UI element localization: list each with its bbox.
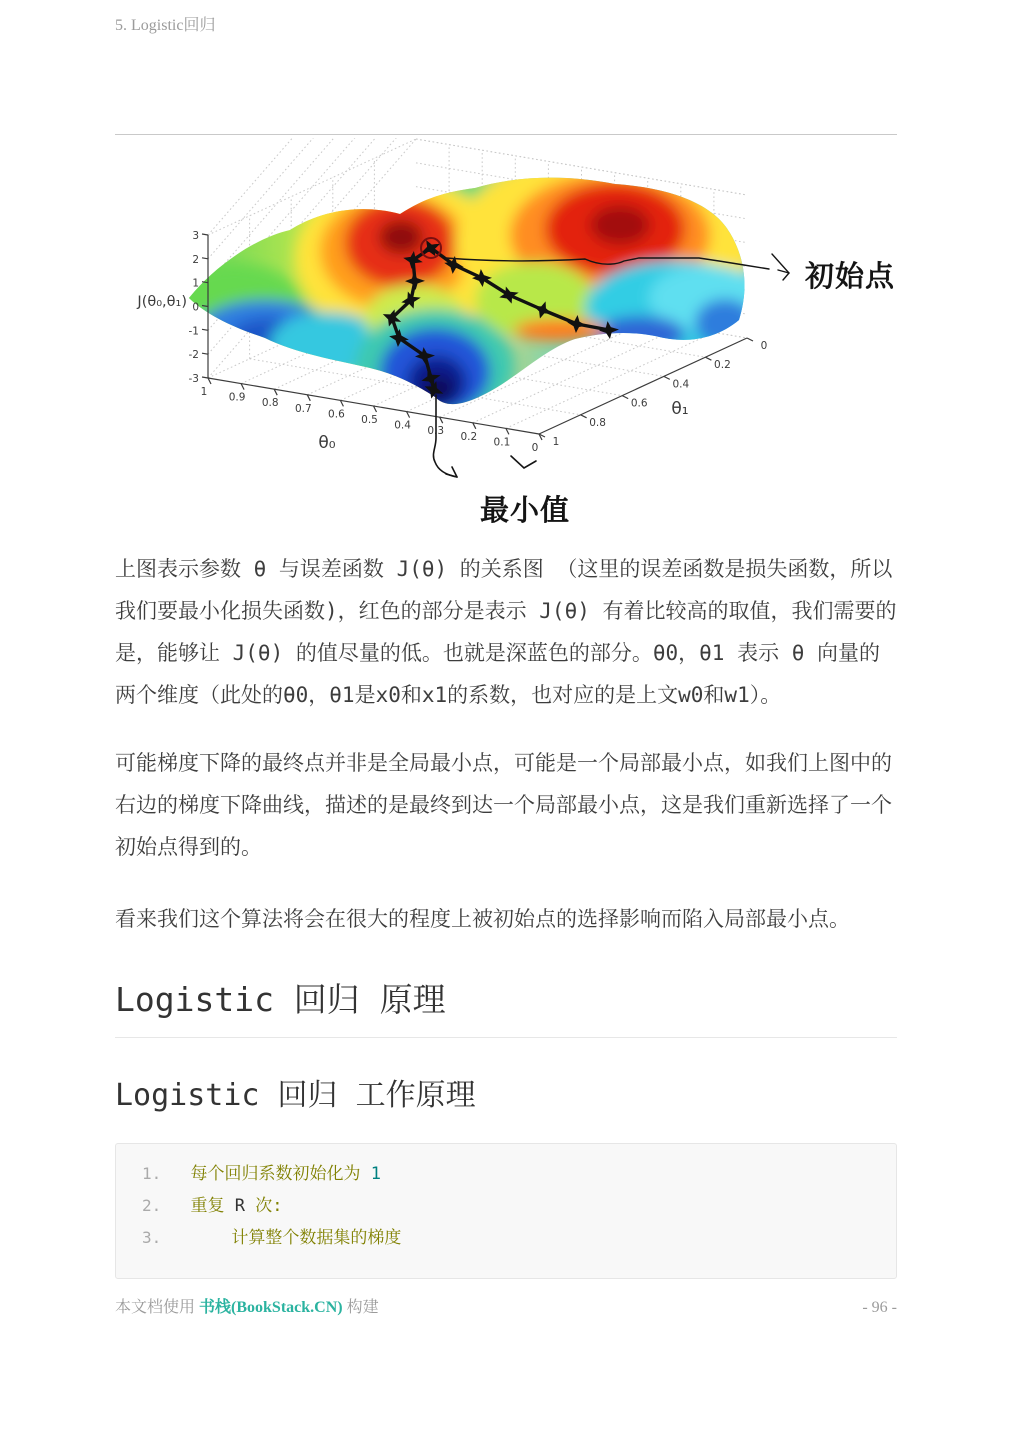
tick-label: 0.4 — [672, 378, 690, 391]
tick-label: 0.1 — [493, 436, 511, 449]
tick-label: 0.6 — [328, 408, 345, 421]
footer-build-note — [115, 1294, 379, 1317]
annotation-minimum: 最小值 — [480, 493, 571, 527]
tick-label: 0.3 — [427, 425, 445, 438]
tick-label: 0.5 — [361, 414, 378, 426]
bookstack-link[interactable]: 书栈(BookStack.CN) — [199, 1299, 343, 1316]
annotation-initial-point: 初始点 — [805, 259, 896, 293]
tick-label: 0.4 — [394, 419, 411, 432]
paragraph-figure-explanation: 上图表示参数 θ 与误差函数 J(θ) 的关系图 （这里的误差函数是损失函数，所以我们要最小化损失函数)，红色的部分是表示 J(θ) 有着比较高的取值，我们需要的是，能够让 J(θ) 的值尽量的低。也就是深蓝色的部分。θ0，θ1 表示 θ 向量的两个维度（此处的θ0，θ1是x0和x1的系数，也对应的是上文w0和w1）。 — [115, 557, 897, 707]
tick-label: 0.2 — [714, 359, 731, 372]
paragraph-algorithm-note: 看来我们这个算法将会在很大的程度上被初始点的选择影响而陷入局部最小点。 — [115, 907, 850, 931]
line-number: 3. — [142, 1228, 162, 1247]
tick-label: 3 — [192, 230, 199, 242]
top-divider — [115, 134, 897, 135]
code-segment: 次: — [244, 1196, 283, 1216]
tick-label: 0.2 — [460, 430, 478, 443]
tick-label: -1 — [188, 325, 199, 338]
footer-prefix: 本文档使用 — [115, 1299, 196, 1316]
footer-suffix: 构建 — [346, 1299, 379, 1316]
surface-plot-svg — [115, 138, 897, 540]
tick-label: 0.8 — [261, 397, 279, 410]
line-number: 2. — [142, 1196, 162, 1215]
tick-label: 0 — [760, 340, 768, 352]
section-heading-logistic-principle: Logistic 回归 原理 — [115, 974, 897, 1038]
page-content — [115, 0, 897, 1317]
tick-label: 0.8 — [589, 416, 606, 429]
paragraph-local-minimum: 可能梯度下降的最终点并非是全局最小点，可能是一个局部最小点，如我们上图中的右边的梯度下降曲线，描述的是最终到达一个局部最小点，这是我们重新选择了一个初始点得到的。 — [115, 751, 892, 859]
code-segment: R — [234, 1196, 245, 1216]
code-line — [142, 1158, 886, 1190]
code-segment: 1 — [370, 1164, 381, 1184]
x-axis-label: θ₀ — [318, 433, 336, 453]
tick-label: 1 — [552, 436, 560, 448]
tick-label: 1 — [200, 386, 208, 398]
tick-label: 0 — [531, 442, 539, 454]
code-segment: 重复 — [190, 1196, 235, 1216]
tick-label: 0.9 — [228, 391, 246, 404]
line-number: 1. — [142, 1164, 162, 1183]
page-footer — [115, 1294, 897, 1317]
tick-label: 0.7 — [294, 402, 312, 415]
pseudocode-block — [115, 1143, 897, 1279]
tick-label: -2 — [188, 349, 199, 362]
tick-label: 0.6 — [630, 397, 648, 410]
surface-plot-figure — [115, 138, 897, 540]
tick-label: 0 — [192, 301, 199, 314]
tick-label: 1 — [192, 277, 199, 290]
code-segment: 计算整个数据集的梯度 — [190, 1228, 402, 1248]
code-segment: 每个回归系数初始化为 — [190, 1164, 371, 1184]
subsection-heading-working-principle: Logistic 回归 工作原理 — [115, 1078, 476, 1113]
code-line — [142, 1222, 886, 1254]
y-axis-label: θ₁ — [671, 399, 689, 419]
breadcrumb-title: 5. Logistic回归 — [115, 17, 216, 34]
page-number: - 96 - — [862, 1299, 897, 1316]
tick-label: -3 — [188, 373, 199, 385]
z-axis-label: J(θ₀,θ₁) — [137, 294, 187, 310]
annotation-arrow-minimum — [433, 395, 536, 477]
code-line — [142, 1190, 886, 1222]
tick-label: 2 — [192, 253, 199, 266]
